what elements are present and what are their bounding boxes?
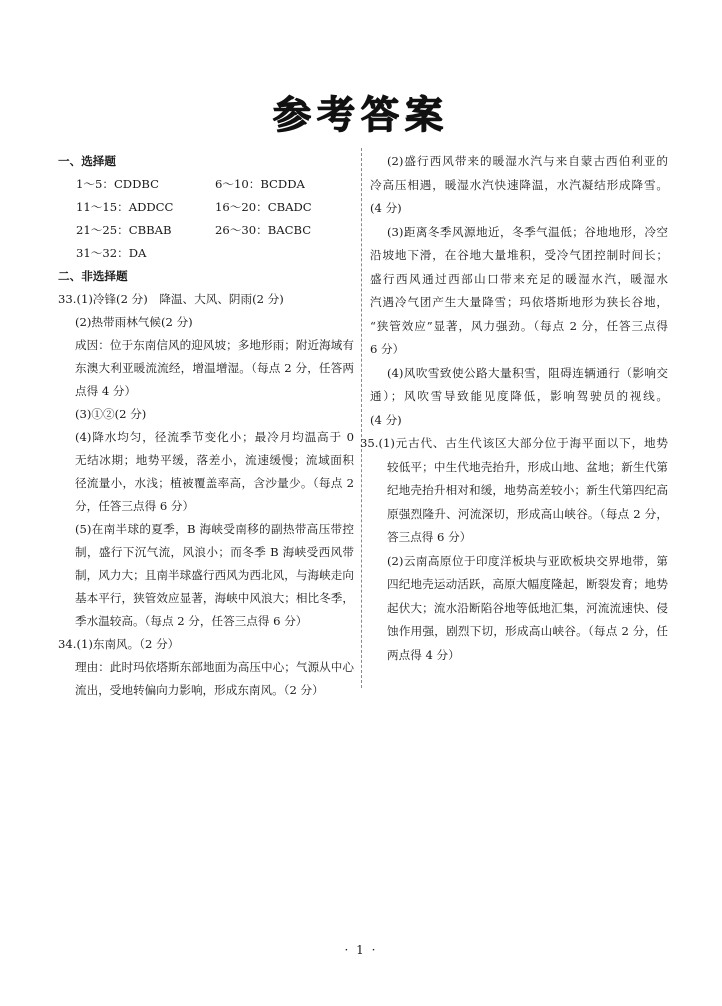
answer-line: 东澳大利亚暖流流经，增温增湿。（每点 2 分，任答两 <box>75 361 354 375</box>
answer-line: 34.(1)东南风。（2 分） <box>58 637 180 651</box>
right-column <box>360 150 668 667</box>
mc-answer-row <box>58 173 354 196</box>
page-number: · 1 · <box>344 943 378 957</box>
left-column <box>58 150 354 702</box>
mc-answer-row <box>58 242 354 265</box>
section-heading-choice: 一、选择题 <box>58 154 116 168</box>
answer-line: 理由：此时玛依塔斯东部地面为高压中心；气源从中心 <box>75 660 354 674</box>
answer-line: (2)热带雨林气候(2 分) <box>75 315 193 329</box>
mc-answer: 21～25：CBBAB <box>76 223 172 237</box>
answer-line: 四纪地壳运动活跃，高原大幅度隆起，断裂发育；地势 <box>387 577 668 591</box>
answer-line: 点得 4 分） <box>75 384 137 398</box>
answer-line: 蚀作用强，剧烈下切，形成高山峡谷。（每点 2 分，任 <box>387 624 668 638</box>
mc-answer: 1～5：CDDBC <box>76 177 160 191</box>
mc-answer <box>215 242 354 265</box>
answer-line: 答三点得 6 分） <box>387 530 472 544</box>
answer-line: 汽遇冷气团产生大量降雪；玛依塔斯地形为狭长谷地， <box>370 295 668 309</box>
mc-answer: 11～15：ADDCC <box>76 200 174 214</box>
page-title: 参考答案 <box>272 93 449 137</box>
answer-line: 33.(1)冷锋(2 分) 降温、大风、阴雨(2 分) <box>58 292 284 306</box>
answer-line: 原强烈隆升、河流深切，形成高山峡谷。（每点 2 分， <box>387 506 668 521</box>
answer-line: 较低平；中生代地壳抬升，形成山地、盆地；新生代第 <box>387 459 668 474</box>
section-heading-nonchoice: 二、非选择题 <box>58 269 128 283</box>
answer-line: (2)盛行西风带来的暖湿水汽与来自蒙古西伯利亚的 <box>387 154 668 168</box>
answer-line: 起伏大；流水沿断陷谷地等低地汇集，河流流速快、侵 <box>387 600 668 615</box>
answer-line: 冷高压相遇，暖湿水汽快速降温，水汽凝结形成降雪。 <box>370 177 668 192</box>
mc-answer: 26～30：BACBC <box>215 223 312 237</box>
answer-line: (2)云南高原位于印度洋板块与亚欧板块交界地带，第 <box>387 553 668 568</box>
answer-line: 流出，受地转偏向力影响，形成东南风。（2 分） <box>75 683 324 697</box>
answer-line: (3)距离冬季风源地近，冬季气温低；谷地地形，冷空 <box>387 224 668 239</box>
answer-line: 通）；风吹雪导致能见度降低，影响驾驶员的视线。 <box>370 389 668 403</box>
answer-line: (3)①②(2 分) <box>75 407 147 421</box>
answer-line: 纪地壳抬升相对和缓，地势高差较小；新生代第四纪高 <box>387 483 668 497</box>
answer-line: 制，风力大；且南半球盛行西风为西北风，与海峡走向 <box>75 568 354 582</box>
answer-line: 6 分） <box>370 342 405 356</box>
answer-line: (5)在南半球的夏季，B 海峡受南移的副热带高压带控 <box>75 522 354 536</box>
answer-line: 基本平行，狭管效应显著，海峡中风浪大；相比冬季， <box>75 591 354 605</box>
answer-line: 沿坡地下滑，在谷地大量堆积，受冷气团控制时间长； <box>370 248 668 262</box>
answer-line: 盛行西风通过西部山口带来充足的暖湿水汽，暖湿水 <box>370 271 668 286</box>
answer-line: (4 分) <box>370 412 402 427</box>
column-divider <box>361 148 362 688</box>
mc-answer-row <box>58 219 354 242</box>
answer-line: 成因：位于东南信风的迎风坡；多地形雨；附近海域有 <box>75 338 354 352</box>
mc-answer: 6～10：BCDDA <box>215 177 305 191</box>
answer-line: 35.(1)元古代、古生代该区大部分位于海平面以下，地势 <box>360 436 668 450</box>
answer-line: 两点得 4 分） <box>387 647 460 662</box>
answer-line: (4)降水均匀，径流季节变化小；最冷月均温高于 0 <box>75 430 354 444</box>
mc-answer-row <box>58 196 354 219</box>
answer-line: 径流量小，水浅；植被覆盖率高，含沙量少。（每点 2 <box>75 476 354 490</box>
answer-line: (4)风吹雪致使公路大量积雪，阻碍连辆通行（影响交 <box>387 365 668 380</box>
answer-line: 无结冰期；地势平缓，落差小，流速缓慢；流域面积 <box>75 453 354 467</box>
answer-line: (4 分) <box>370 201 402 215</box>
answer-line: 制，盛行下沉气流，风浪小；而冬季 B 海峡受西风带 <box>75 545 354 559</box>
answer-line: “狭管效应”显著，风力强劲。（每点 2 分，任答三点得 <box>370 318 668 333</box>
mc-answer: 31～32：DA <box>76 246 147 260</box>
answer-line: 分，任答三点得 6 分） <box>75 499 195 513</box>
answer-line: 季水温较高。（每点 2 分，任答三点得 6 分） <box>75 614 308 628</box>
mc-answer: 16～20：CBADC <box>215 200 312 214</box>
